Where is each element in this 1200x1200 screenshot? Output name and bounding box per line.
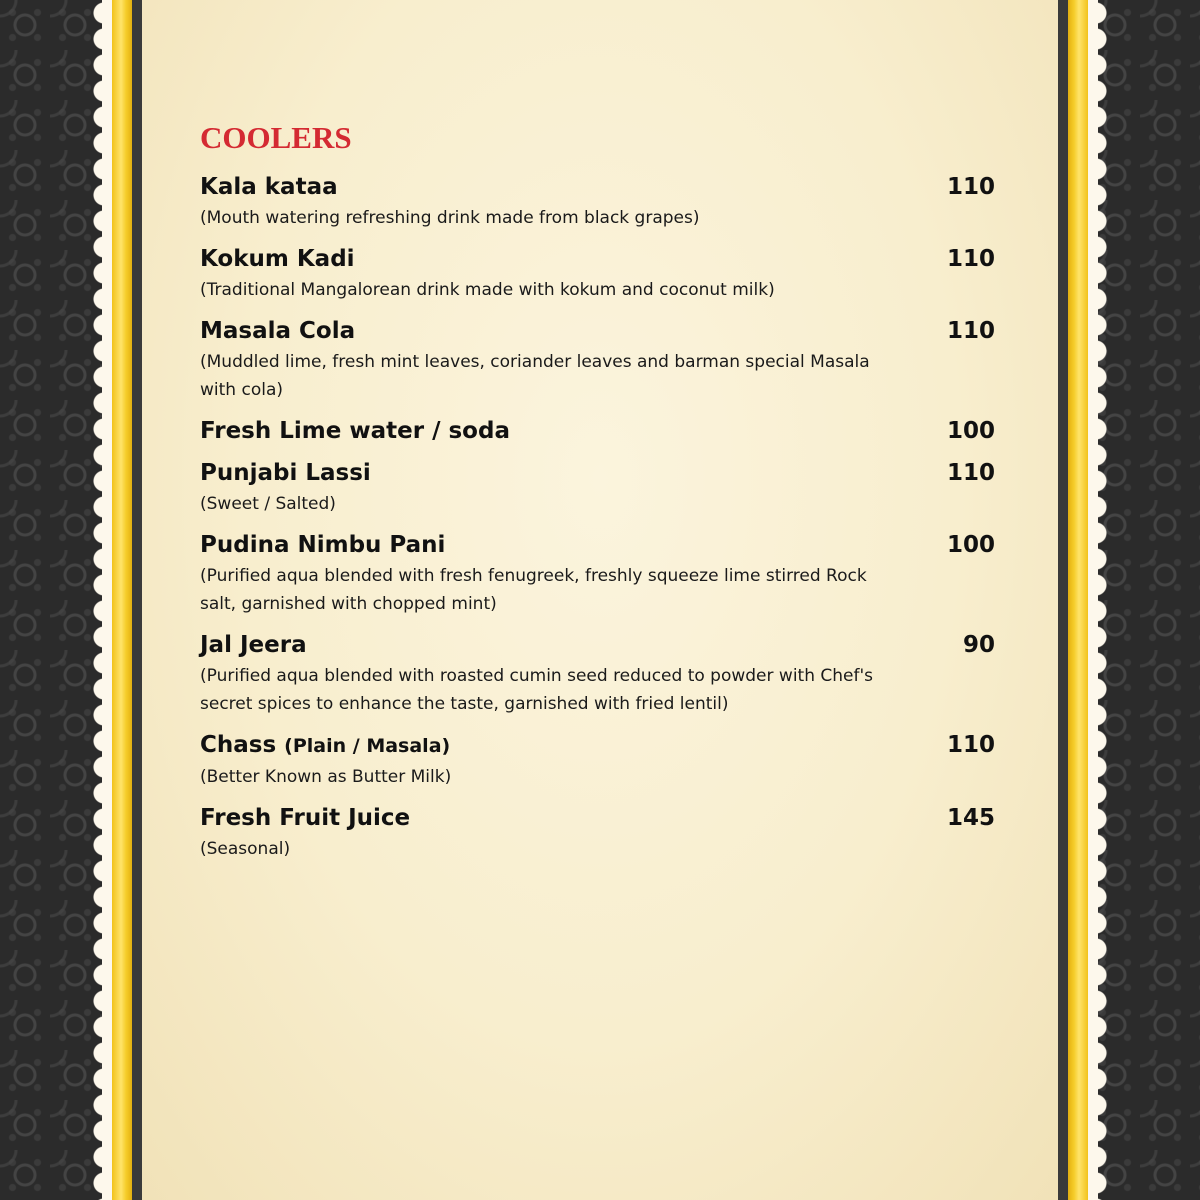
menu-item-name [200,172,338,202]
menu-item-price: 110 [946,318,995,344]
left-dark-stripe [132,0,142,1200]
menu-item [200,630,995,718]
menu-item-description: (Traditional Mangalorean drink made with kokum and coconut milk) [200,280,775,300]
menu-item-name-text: Fresh Lime water / soda [200,418,510,444]
menu-item [200,803,995,863]
menu-item-price: 145 [946,805,995,831]
menu-item-price: 90 [962,632,995,658]
menu-item-name [200,458,371,488]
menu-item-price: 110 [946,246,995,272]
menu-item-qualifier: (Plain / Masala) [284,735,451,757]
menu-item-description: (Purified aqua blended with fresh fenugreek, freshly squeeze lime stirred Rock salt, garnished with chopped mint) [200,566,867,614]
menu-item-name [200,316,355,346]
left-gold-stripe [112,0,132,1200]
menu-item [200,244,995,304]
menu-item-name [200,630,307,660]
menu-item-description: (Mouth watering refreshing drink made from black grapes) [200,208,700,228]
left-scalloped-edge [82,0,104,1200]
menu-item-description: (Muddled lime, fresh mint leaves, coriander leaves and barman special Masala with cola) [200,352,870,400]
menu-items-list [200,172,995,863]
menu-item-row [200,244,995,274]
menu-content [200,118,995,875]
menu-item-name [200,416,510,446]
menu-item-name-text: Jal Jeera [200,632,307,658]
menu-item-price: 110 [946,732,995,758]
menu-item-name-text: Punjabi Lassi [200,460,371,486]
menu-item-row [200,803,995,833]
menu-item-row [200,172,995,202]
menu-item-row [200,416,995,446]
menu-item-row [200,730,995,761]
menu-item-name [200,803,410,833]
menu-item [200,316,995,404]
menu-item-name-text: Masala Cola [200,318,356,344]
right-gold-stripe [1068,0,1088,1200]
menu-item [200,416,995,446]
menu-item-name [200,530,445,560]
menu-item-row [200,630,995,660]
menu-item-description: (Purified aqua blended with roasted cumin seed reduced to powder with Chef's secret spices to enhance the taste, garnished with fried lentil) [200,666,874,714]
menu-item-description: (Better Known as Butter Milk) [200,767,452,787]
menu-item-price: 110 [946,174,995,200]
menu-item [200,530,995,618]
menu-item [200,458,995,518]
menu-item-name [200,730,450,761]
menu-item-description: (Sweet / Salted) [200,494,336,514]
right-white-strip [1088,0,1098,1200]
left-white-strip [102,0,112,1200]
menu-item-price: 110 [946,460,995,486]
menu-item-name [200,244,355,274]
menu-item [200,730,995,791]
right-scalloped-edge [1096,0,1118,1200]
menu-item-name-text: Kala kataa [200,174,338,200]
menu-item-description: (Seasonal) [200,839,291,859]
menu-item [200,172,995,232]
menu-item-price: 100 [946,532,995,558]
menu-item-row [200,316,995,346]
menu-item-row [200,458,995,488]
menu-item-name-text: Chass [200,732,277,758]
menu-item-name-text: Pudina Nimbu Pani [200,532,446,558]
right-dark-stripe [1058,0,1068,1200]
menu-item-row [200,530,995,560]
menu-item-name-text: Fresh Fruit Juice [200,805,411,831]
menu-item-price: 100 [946,418,995,444]
section-title: COOLERS [200,120,352,155]
menu-item-name-text: Kokum Kadi [200,246,355,272]
